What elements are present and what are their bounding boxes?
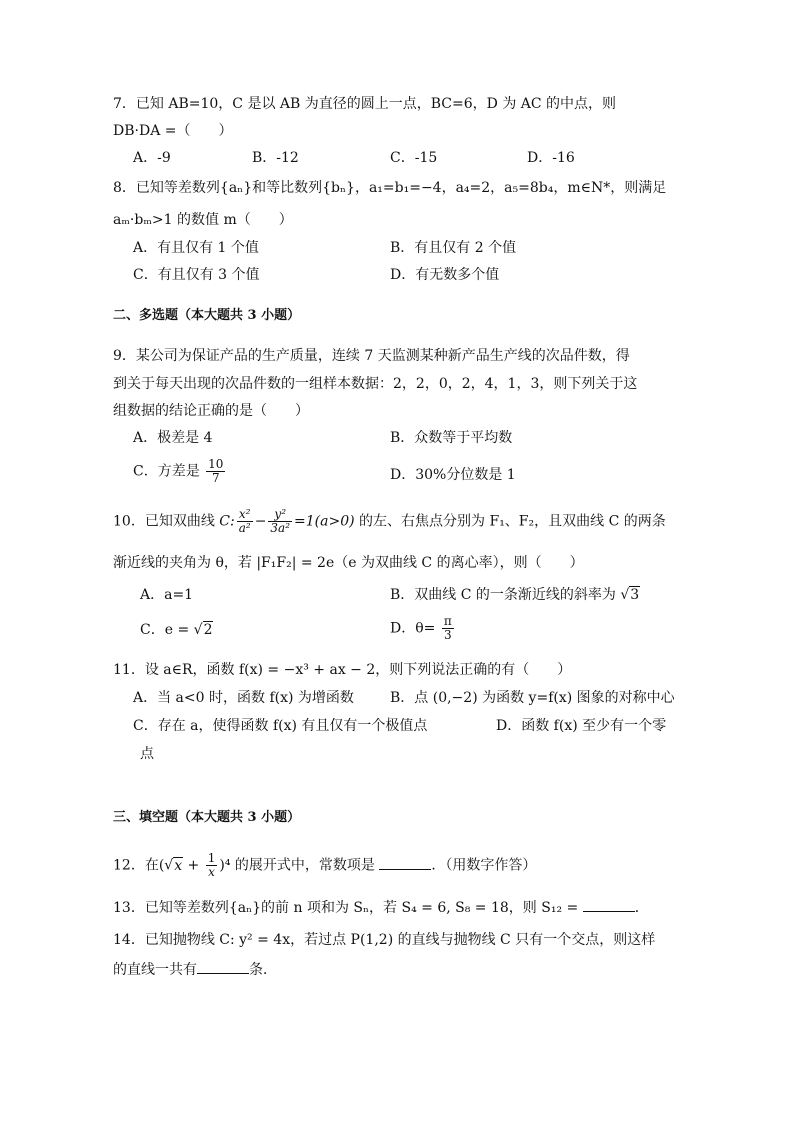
q12-line: 12．在(√x + $\frac{1}{x}$ )⁴ 的展开式中，常数项是 ．（用数字作答） [113,851,537,879]
q11-line1: 11．设 a∈R，函数 f(x) = −x³ + ax − 2，则下列说法正确的有（ ） [113,662,572,678]
q9-option-a: A．极差是 4 [133,430,213,446]
q11-option-d-cont: 点 [140,746,154,762]
q14-line2: 的直线一共有 条． [113,959,277,980]
q7-line2: DB·DA =（ ） [113,123,233,139]
q8-option-d: D．有无数多个值 [390,267,500,283]
q12-answer-blank [379,855,431,870]
q14-answer-blank [197,959,249,974]
q8-option-c: C．有且仅有 3 个值 [133,267,260,283]
q9-option-c-label: C．方差是 [133,463,200,480]
q9-option-c-fraction: $\frac{10}{7}$ [208,457,224,485]
section-heading-multi-choice: 二、多选题（本大题共 3 小题） [113,308,301,323]
q10-option-d: D．θ= $\frac{\pi}{3}$ [390,614,452,642]
q7-option-b: B．-12 [252,150,299,166]
q13-answer-blank [583,897,635,912]
q10-line1: 10．已知双曲线 C: $\frac{\text{x²}}{\text{a²}}$ − $\frac{\text{y²}}{\text{3a²}}$ =1(a>0) 的左、右焦点分别为 F₁、F₂，且双曲线 C 的两条 [113,507,666,535]
q10-equation-c: C: [219,513,235,530]
q9-option-b: B．众数等于平均数 [390,430,513,446]
q8-option-b: B．有且仅有 2 个值 [390,240,517,256]
q13-line: 13．已知等差数列{aₙ}的前 n 项和为 Sₙ，若 S₄ = 6, S₈ = 18，则 S₁₂ = ． [113,897,649,918]
q8-option-a: A．有且仅有 1 个值 [133,240,259,256]
q10-line2: 渐近线的夹角为 θ，若 |F₁F₂| = 2e（e 为双曲线 C 的离心率），则（ ） [113,555,584,571]
q10-option-a: A．a=1 [140,587,194,603]
q9-option-d: D．30%分位数是 1 [390,467,516,483]
q10-option-b: B．双曲线 C 的一条渐近线的斜率为 √3 [390,587,640,603]
q11-option-b: B．点 (0,−2) 为函数 y=f(x) 图象的对称中心 [390,690,675,706]
q10-option-c: C．e = √2 [140,622,213,638]
q10-option-d-fraction: $\frac{\pi}{3}$ [443,614,452,642]
q7-option-d: D．-16 [527,150,575,166]
q10-fraction-y: $\frac{\text{y²}}{\text{3a²}}$ [270,507,291,535]
q11-option-d: D．函数 f(x) 至少有一个零 [496,718,667,734]
q14-line1: 14．已知抛物线 C: y² = 4x，若过点 P(1,2) 的直线与抛物线 C 只有一个交点，则这样 [113,932,656,948]
q7-option-c: C．-15 [390,150,438,166]
q11-option-a: A．当 a<0 时，函数 f(x) 为增函数 [133,690,354,706]
section-heading-fill-in: 三、填空题（本大题共 3 小题） [113,810,301,825]
q10-fraction-x: $\frac{\text{x²}}{\text{a²}}$ [238,507,251,535]
q9-line3: 组数据的结论正确的是（ ） [113,403,309,419]
q7-option-a: A．-9 [133,150,171,166]
q8-line2: aₘ·bₘ>1 的数值 m（ ） [113,212,293,228]
q8-line1: 8．已知等差数列{aₙ}和等比数列{bₙ}，a₁=b₁=−4，a₄=2，a₅=8b₄，m∈N*，则满足 [113,180,667,196]
q12-fraction: $\frac{1}{x}$ [207,851,216,879]
q9-line2: 到关于每天出现的次品件数的一组样本数据：2，2，0，2，4，1，3，则下列关于这 [113,376,638,392]
q9-option-c [133,458,227,485]
q7-line1: 7．已知 AB=10，C 是以 AB 为直径的圆上一点，BC=6，D 为 AC 的中点，则 [113,96,617,112]
q9-line1: 9．某公司为保证产品的生产质量，连续 7 天监测某种新产品生产线的次品件数，得 [113,348,630,364]
q11-option-c: C．存在 a，使得函数 f(x) 有且仅有一个极值点 [133,718,428,734]
